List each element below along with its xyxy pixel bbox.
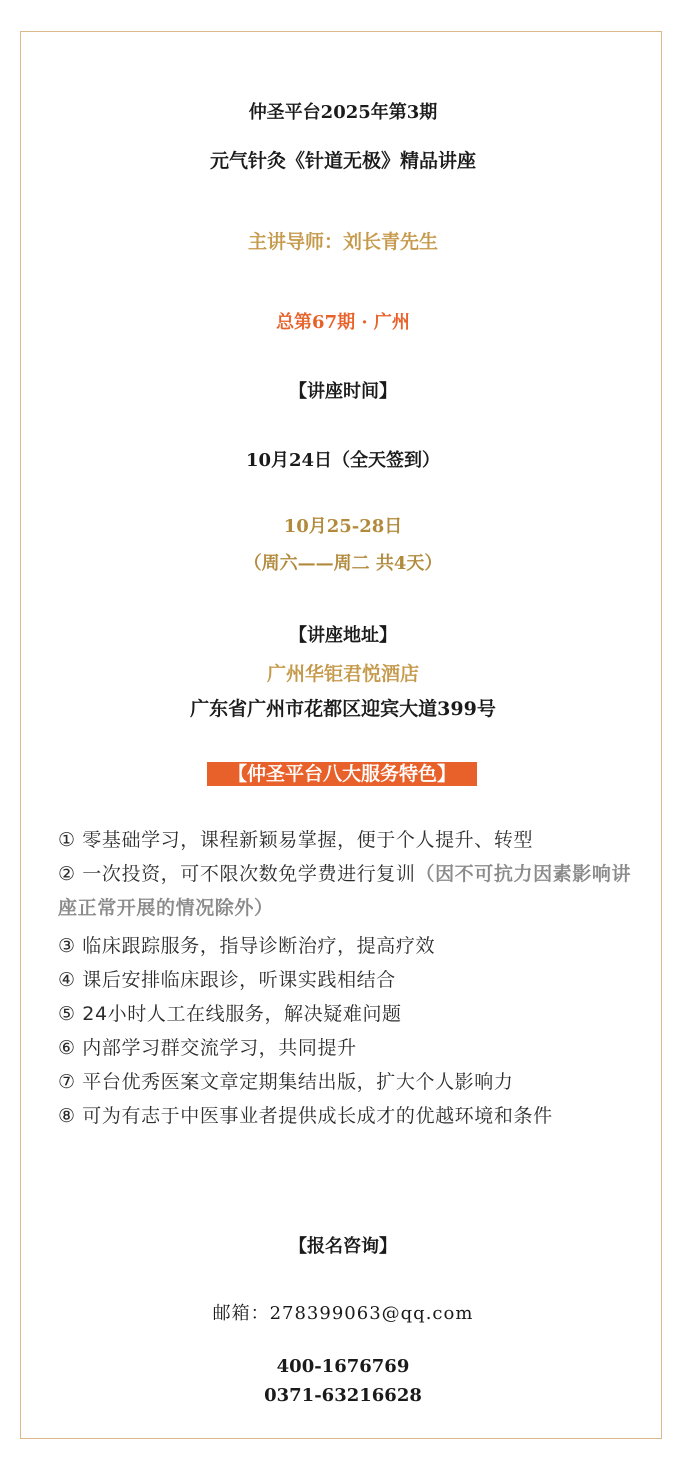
time-heading: 【讲座时间】 bbox=[289, 381, 397, 402]
feature-item-8: ⑧ 可为有志于中医事业者提供成长成才的优越环境和条件 bbox=[58, 1105, 553, 1127]
contact-heading: 【报名咨询】 bbox=[289, 1236, 397, 1257]
hotel-name: 广州华钜君悦酒店 bbox=[266, 663, 419, 685]
lecture-title: 元气针灸《针道无极》精品讲座 bbox=[209, 150, 476, 172]
feature-item-7: ⑦ 平台优秀医案文章定期集结出版，扩大个人影响力 bbox=[58, 1071, 514, 1093]
lecture-dates: 10月25-28日 bbox=[283, 516, 403, 537]
contact-email: 邮箱：278399063@qq.com bbox=[212, 1303, 474, 1324]
teacher-line: 主讲导师：刘长青先生 bbox=[247, 231, 438, 253]
lecture-days: （周六——周二 共4天） bbox=[243, 553, 443, 574]
contact-phone-1: 400-1676769 bbox=[276, 1356, 410, 1377]
address-heading: 【讲座地址】 bbox=[289, 625, 397, 646]
session-line: 总第67期 · 广州 bbox=[276, 312, 410, 333]
feature-item-2-note: （因不可抗力因素影响讲座正常开展的情况除外） bbox=[58, 863, 632, 919]
feature-item-2-text: ② 一次投资，可不限次数免学费进行复训 bbox=[58, 863, 416, 885]
street-address: 广东省广州市花都区迎宾大道399号 bbox=[190, 698, 496, 720]
header-title: 仲圣平台2025年第3期 bbox=[248, 102, 438, 123]
features-banner: 【仲圣平台八大服务特色】 bbox=[207, 762, 477, 786]
feature-item-2 bbox=[58, 857, 638, 925]
signin-date: 10月24日（全天签到） bbox=[245, 450, 441, 471]
contact-phone-2: 0371-63216628 bbox=[264, 1385, 422, 1406]
feature-item-4: ④ 课后安排临床跟诊，听课实践相结合 bbox=[58, 969, 396, 991]
feature-item-5: ⑤ 24小时人工在线服务，解决疑难问题 bbox=[58, 1003, 402, 1025]
feature-item-3: ③ 临床跟踪服务，指导诊断治疗，提高疗效 bbox=[58, 935, 436, 957]
feature-item-1: ① 零基础学习，课程新颖易掌握，便于个人提升、转型 bbox=[58, 829, 534, 851]
feature-item-6: ⑥ 内部学习群交流学习，共同提升 bbox=[58, 1037, 357, 1059]
